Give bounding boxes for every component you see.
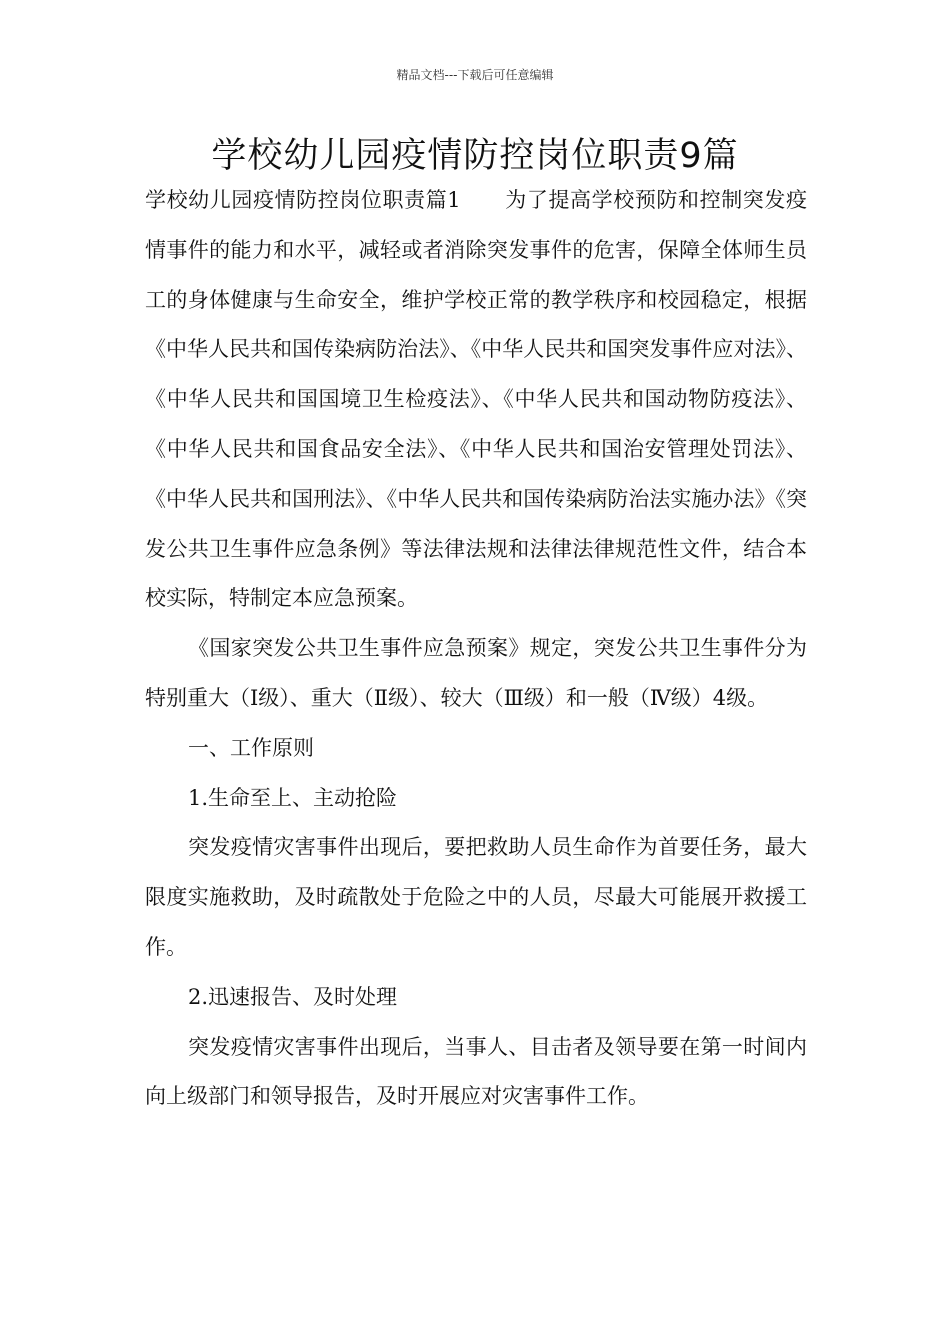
subheading-item-2: 2.迅速报告、及时处理 (188, 984, 398, 1009)
paragraph-intro (145, 176, 807, 624)
paragraph-item-2: 突发疫情灾害事件出现后，当事人、目击者及领导要在第一时间内向上级部门和领导报告，及时开展应对灾害事件工作。 (145, 1034, 807, 1109)
document-title: 学校幼儿园疫情防控岗位职责9篇 (211, 136, 739, 176)
subheading-principles: 一、工作原则 (188, 735, 314, 760)
paragraph-text: 为了提高学校预防和控制突发疫情事件的能力和水平，减轻或者消除突发事件的危害，保障全体师生员工的身体健康与生命安全，维护学校正常的教学秩序和校园稳定，根据《中华人民共和国传染病防治法》、《中华人民共和国突发事件应对法》、《中华人民共和国国境卫生检疫法》、《中华人民共和国动物防疫法》、《中华人民共和国食品安全法》、《中华人民共和国治安管理处罚法》、《中华人民共和国刑法》、《中华人民共和国传染病防治法实施办法》《突发公共卫生事件应急条例》等法律法规和法律法律规范性文件，结合本校实际，特制定本应急预案。 (145, 188, 807, 611)
document-body (145, 176, 807, 1122)
section-heading: 学校幼儿园疫情防控岗位职责篇1 (145, 188, 461, 212)
subheading-item-1: 1.生命至上、主动抢险 (188, 785, 398, 810)
page-header-note: 精品文档---下载后可任意编辑 (396, 68, 554, 82)
paragraph-item-1: 突发疫情灾害事件出现后，要把救助人员生命作为首要任务，最大限度实施救助，及时疏散处于危险之中的人员，尽最大可能展开救援工作。 (145, 835, 807, 959)
paragraph-grading: 《国家突发公共卫生事件应急预案》规定，突发公共卫生事件分为特别重大（Ⅰ级）、重大（Ⅱ级）、较大（Ⅲ级）和一般（Ⅳ级）4级。 (145, 636, 807, 710)
